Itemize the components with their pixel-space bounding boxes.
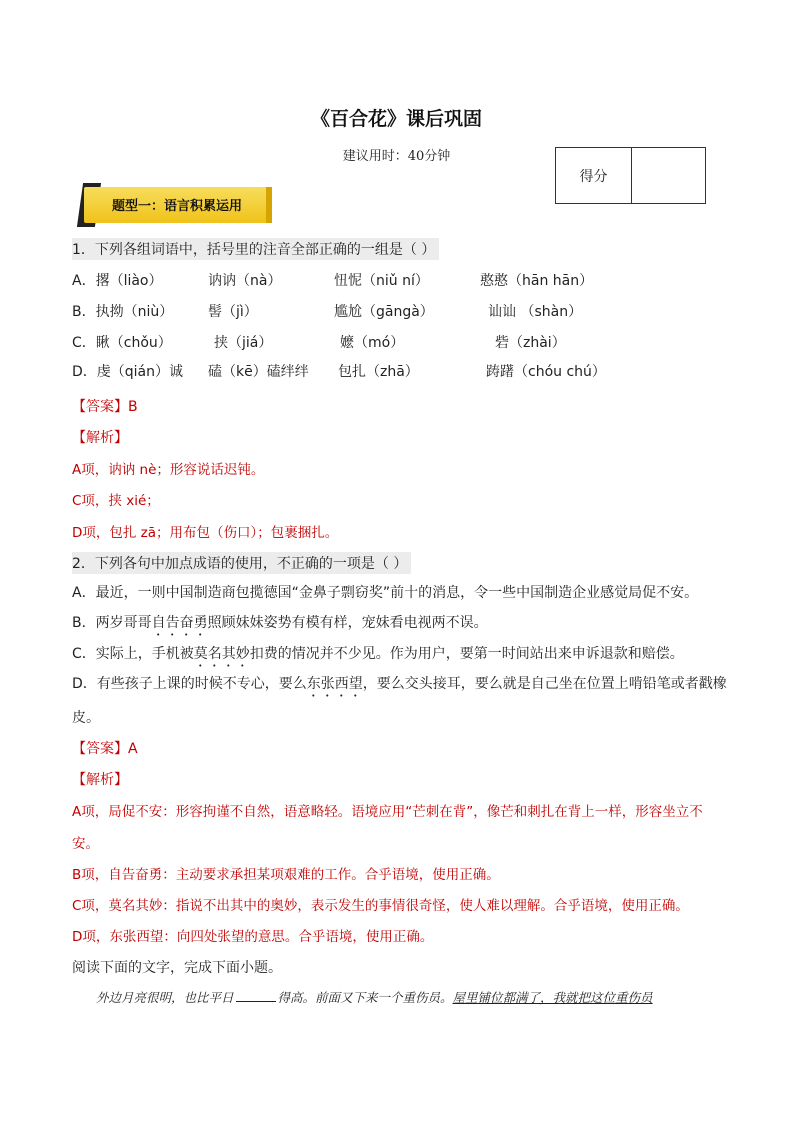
q1-option-a-2: 讷讷（nà） <box>208 273 282 289</box>
q1-option-a-4: 憨憨（hān hān） <box>480 273 594 289</box>
q2-answer <box>72 738 138 758</box>
q2-option-b <box>72 612 488 639</box>
q1-explain-tag: 【解析】 <box>72 430 128 446</box>
q1-option-b-3: 尴尬（gāngà） <box>334 304 434 320</box>
q1-option-a-1: A．撂（liào） <box>72 273 163 289</box>
q1-option-d-3: 包扎（zhā） <box>338 364 419 380</box>
q2-option-d-idiom: 东张西望 <box>306 676 363 692</box>
q1-option-c-1: C．瞅（chǒu） <box>72 335 172 351</box>
q2-explain-tag: 【解析】 <box>72 772 128 788</box>
q1-explain-c: C项，挟 xié； <box>72 493 160 509</box>
q1-option-c-4: 砦（zhài） <box>495 335 566 351</box>
score-label: 得分 <box>556 148 632 203</box>
banner-edge <box>266 187 272 223</box>
q1-option-b-2: 髻（jì） <box>208 304 258 320</box>
q2-option-b-post: 照顾妹妹姿势有模有样，宠妹看电视两不误。 <box>207 615 488 631</box>
question-2-stem: 2．下列各句中加点成语的使用，不正确的一项是（ ） <box>72 552 411 574</box>
section-label: 题型一：语言积累运用 <box>112 199 243 214</box>
reading-passage <box>96 988 653 1006</box>
q2-explain-a-cont: 安。 <box>72 836 99 852</box>
q1-answer-tag: 【答案】 <box>72 399 128 415</box>
section-banner <box>80 183 270 227</box>
reading-intro: 阅读下面的文字，完成下面小题。 <box>72 960 282 976</box>
q2-option-d <box>72 673 727 700</box>
q2-option-a: A．最近，一则中国制造商包揽德国“金鼻子剽窃奖”前十的消息，令一些中国制造企业感觉局促不安。 <box>72 585 699 601</box>
q1-explain-d: D项，包扎 zā；用布包（伤口）；包裹捆扎。 <box>72 525 339 541</box>
q1-option-d-1: D．虔（qián）诚 <box>72 364 184 380</box>
reading-blank[interactable] <box>236 1001 276 1002</box>
q1-answer-value: B <box>128 399 138 415</box>
q1-answer <box>72 396 138 416</box>
score-table <box>555 147 706 204</box>
page-title: 《百合花》课后巩固 <box>310 108 482 130</box>
q2-option-c-post: 扣费的情况并不少见。作为用户，要第一时间站出来申诉退款和赔偿。 <box>249 646 684 662</box>
q2-option-d-cont: 皮。 <box>72 710 100 726</box>
q2-explain-d: D项，东张西望：向四处张望的意思。合乎语境，使用正确。 <box>72 929 434 945</box>
q1-option-c-3: 嬷（mó） <box>340 335 405 351</box>
q2-option-d-post: ，要么交头接耳，要么就是自己坐在位置上啃铅笔或者戳橡 <box>362 676 727 692</box>
q1-option-d-2: 磕（kē）磕绊绊 <box>208 364 309 380</box>
q2-option-b-pre: B．两岁哥哥 <box>72 615 152 631</box>
q2-option-d-pre: D．有些孩子上课的时候不专心，要么 <box>72 676 307 692</box>
reading-text-mid: 得高。前面又下来一个重伤员。 <box>277 990 453 1005</box>
q2-option-c-pre: C．实际上，手机被 <box>72 646 194 662</box>
q2-answer-tag: 【答案】 <box>72 741 128 757</box>
q1-option-d-4: 踌躇（chóu chú） <box>486 364 606 380</box>
q2-answer-value: A <box>128 741 138 757</box>
suggested-time: 建议用时：40分钟 <box>342 149 451 164</box>
reading-text-underlined: 屋里铺位都满了，我就把这位重伤员 <box>452 990 653 1005</box>
q2-explain-c: C项，莫名其妙：指说不出其中的奥妙，表示发生的事情很奇怪，使人难以理解。合乎语境，使用正确。 <box>72 898 689 914</box>
q2-option-b-idiom: 自告奋勇 <box>151 615 208 631</box>
q1-option-b-4: 讪讪 （shàn） <box>488 304 583 320</box>
q2-explain-b: B项，自告奋勇：主动要求承担某项艰难的工作。合乎语境，使用正确。 <box>72 867 500 883</box>
q1-option-a-3: 忸怩（niǔ ní） <box>334 273 429 289</box>
question-1-stem: 1．下列各组词语中，括号里的注音全部正确的一组是（ ） <box>72 238 439 260</box>
q1-option-b-1: B．执拗（niù） <box>72 304 174 320</box>
q2-option-c-idiom: 莫名其妙 <box>193 646 250 662</box>
q1-explain-a: A项，讷讷 nè；形容说话迟钝。 <box>72 462 265 478</box>
q2-explain-a: A项，局促不安：形容拘谨不自然，语意略轻。语境应用“芒刺在背”，像芒和刺扎在背上一样，形容坐立不 <box>72 804 703 820</box>
score-value-cell[interactable] <box>632 148 705 203</box>
q1-option-c-2: 挟（jiá） <box>214 335 273 351</box>
reading-text-pre: 外边月亮很明，也比平日 <box>96 990 234 1005</box>
q2-option-c <box>72 643 684 670</box>
